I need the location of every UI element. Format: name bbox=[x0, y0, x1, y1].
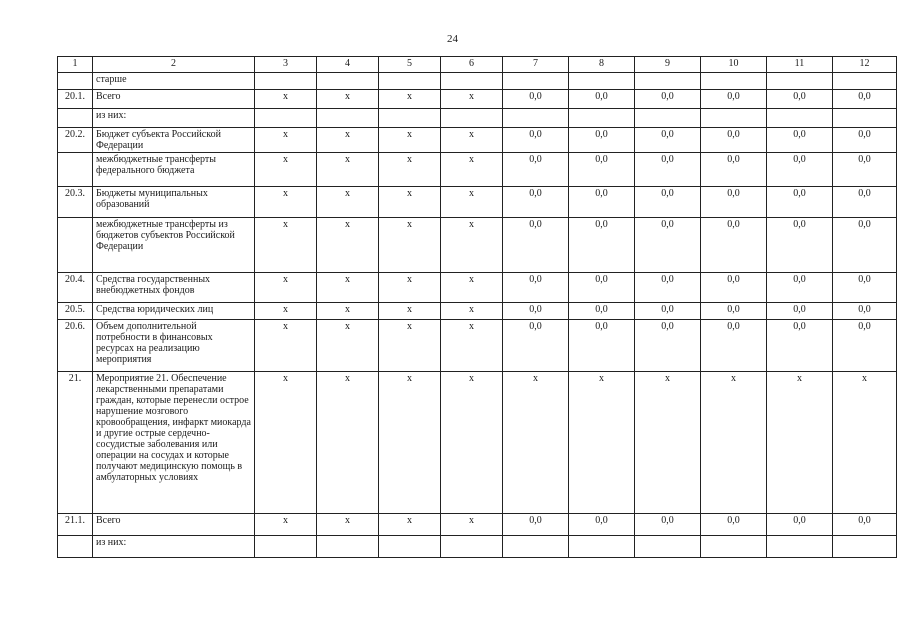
row-number bbox=[58, 218, 93, 273]
value-cell: 0,0 bbox=[701, 128, 767, 153]
value-cell: x bbox=[379, 303, 441, 320]
value-cell: x bbox=[255, 320, 317, 372]
value-cell: 0,0 bbox=[767, 187, 833, 218]
value-cell: x bbox=[255, 153, 317, 187]
value-cell: x bbox=[317, 303, 379, 320]
value-cell bbox=[255, 73, 317, 90]
value-cell: x bbox=[317, 514, 379, 536]
value-cell bbox=[767, 536, 833, 558]
value-cell: 0,0 bbox=[833, 187, 897, 218]
value-cell bbox=[833, 73, 897, 90]
table-row bbox=[58, 153, 897, 187]
header-cell: 10 bbox=[701, 57, 767, 73]
value-cell: 0,0 bbox=[701, 514, 767, 536]
value-cell: 0,0 bbox=[569, 187, 635, 218]
header-cell: 2 bbox=[93, 57, 255, 73]
value-cell: 0,0 bbox=[569, 514, 635, 536]
value-cell: x bbox=[255, 514, 317, 536]
table-row bbox=[58, 536, 897, 558]
row-number: 20.4. bbox=[58, 273, 93, 303]
value-cell: 0,0 bbox=[701, 153, 767, 187]
value-cell: x bbox=[379, 514, 441, 536]
value-cell: x bbox=[379, 372, 441, 514]
row-label: из них: bbox=[93, 536, 255, 558]
value-cell: x bbox=[441, 128, 503, 153]
value-cell: x bbox=[255, 372, 317, 514]
row-label: Объем дополнительной потребности в финансовых ресурсах на реализацию мероприятия bbox=[93, 320, 255, 372]
value-cell: x bbox=[441, 372, 503, 514]
value-cell: 0,0 bbox=[767, 218, 833, 273]
table-row bbox=[58, 73, 897, 90]
row-label: межбюджетные трансферты федерального бюджета bbox=[93, 153, 255, 187]
header-cell: 11 bbox=[767, 57, 833, 73]
value-cell: x bbox=[635, 372, 701, 514]
value-cell bbox=[255, 536, 317, 558]
row-number: 21. bbox=[58, 372, 93, 514]
table-row bbox=[58, 109, 897, 128]
value-cell: x bbox=[701, 372, 767, 514]
value-cell: 0,0 bbox=[635, 153, 701, 187]
row-number: 20.1. bbox=[58, 90, 93, 109]
value-cell: 0,0 bbox=[635, 273, 701, 303]
value-cell: x bbox=[569, 372, 635, 514]
header-cell: 6 bbox=[441, 57, 503, 73]
value-cell: 0,0 bbox=[569, 90, 635, 109]
header-cell: 5 bbox=[379, 57, 441, 73]
value-cell bbox=[635, 73, 701, 90]
value-cell: 0,0 bbox=[635, 187, 701, 218]
value-cell: x bbox=[379, 90, 441, 109]
table-row bbox=[58, 320, 897, 372]
value-cell: 0,0 bbox=[767, 90, 833, 109]
value-cell: x bbox=[441, 320, 503, 372]
value-cell: 0,0 bbox=[503, 514, 569, 536]
row-number: 21.1. bbox=[58, 514, 93, 536]
row-number bbox=[58, 109, 93, 128]
value-cell bbox=[441, 109, 503, 128]
value-cell: 0,0 bbox=[833, 128, 897, 153]
value-cell: 0,0 bbox=[635, 514, 701, 536]
value-cell: 0,0 bbox=[503, 187, 569, 218]
value-cell bbox=[635, 109, 701, 128]
value-cell: 0,0 bbox=[503, 320, 569, 372]
value-cell: x bbox=[317, 320, 379, 372]
value-cell: 0,0 bbox=[503, 128, 569, 153]
value-cell: 0,0 bbox=[767, 153, 833, 187]
header-cell: 8 bbox=[569, 57, 635, 73]
value-cell: x bbox=[255, 187, 317, 218]
row-label: Всего bbox=[93, 514, 255, 536]
value-cell: 0,0 bbox=[701, 218, 767, 273]
value-cell: x bbox=[441, 218, 503, 273]
value-cell: x bbox=[441, 514, 503, 536]
value-cell: x bbox=[255, 128, 317, 153]
row-number: 20.3. bbox=[58, 187, 93, 218]
row-number: 20.2. bbox=[58, 128, 93, 153]
row-number bbox=[58, 153, 93, 187]
row-number: 20.6. bbox=[58, 320, 93, 372]
value-cell bbox=[317, 109, 379, 128]
value-cell: x bbox=[379, 187, 441, 218]
header-cell: 12 bbox=[833, 57, 897, 73]
value-cell: x bbox=[379, 320, 441, 372]
row-label: Средства государственных внебюджетных фондов bbox=[93, 273, 255, 303]
value-cell: x bbox=[379, 128, 441, 153]
value-cell: 0,0 bbox=[767, 320, 833, 372]
value-cell: 0,0 bbox=[833, 218, 897, 273]
value-cell: 0,0 bbox=[569, 128, 635, 153]
value-cell: 0,0 bbox=[503, 153, 569, 187]
value-cell bbox=[635, 536, 701, 558]
value-cell: x bbox=[441, 90, 503, 109]
table-row bbox=[58, 303, 897, 320]
budget-table bbox=[57, 56, 897, 558]
value-cell: 0,0 bbox=[503, 90, 569, 109]
value-cell bbox=[569, 109, 635, 128]
value-cell: x bbox=[833, 372, 897, 514]
row-number bbox=[58, 73, 93, 90]
value-cell: x bbox=[255, 303, 317, 320]
value-cell: 0,0 bbox=[701, 273, 767, 303]
header-cell: 9 bbox=[635, 57, 701, 73]
value-cell bbox=[833, 109, 897, 128]
value-cell: x bbox=[317, 187, 379, 218]
value-cell: 0,0 bbox=[701, 90, 767, 109]
value-cell: 0,0 bbox=[767, 303, 833, 320]
header-cell: 3 bbox=[255, 57, 317, 73]
value-cell: 0,0 bbox=[635, 303, 701, 320]
value-cell: 0,0 bbox=[833, 514, 897, 536]
value-cell bbox=[767, 109, 833, 128]
value-cell bbox=[701, 536, 767, 558]
value-cell: x bbox=[317, 153, 379, 187]
value-cell bbox=[503, 109, 569, 128]
value-cell: x bbox=[441, 273, 503, 303]
table-row bbox=[58, 372, 897, 514]
value-cell: x bbox=[379, 153, 441, 187]
value-cell: x bbox=[317, 218, 379, 273]
value-cell bbox=[833, 536, 897, 558]
value-cell bbox=[379, 73, 441, 90]
value-cell: 0,0 bbox=[767, 128, 833, 153]
value-cell bbox=[503, 536, 569, 558]
page-number: 24 bbox=[447, 33, 458, 45]
value-cell: 0,0 bbox=[833, 273, 897, 303]
value-cell: x bbox=[255, 273, 317, 303]
value-cell bbox=[379, 536, 441, 558]
table-row bbox=[58, 90, 897, 109]
row-label: Бюджет субъекта Российской Федерации bbox=[93, 128, 255, 153]
value-cell bbox=[255, 109, 317, 128]
table-row bbox=[58, 273, 897, 303]
value-cell: 0,0 bbox=[635, 218, 701, 273]
value-cell: x bbox=[255, 90, 317, 109]
value-cell: 0,0 bbox=[569, 273, 635, 303]
row-number: 20.5. bbox=[58, 303, 93, 320]
header-row bbox=[58, 57, 897, 73]
value-cell: 0,0 bbox=[569, 218, 635, 273]
value-cell: 0,0 bbox=[833, 303, 897, 320]
value-cell: 0,0 bbox=[503, 273, 569, 303]
value-cell bbox=[569, 73, 635, 90]
value-cell: 0,0 bbox=[503, 218, 569, 273]
value-cell: 0,0 bbox=[833, 153, 897, 187]
value-cell: 0,0 bbox=[635, 128, 701, 153]
table-row bbox=[58, 218, 897, 273]
value-cell bbox=[317, 73, 379, 90]
header-cell: 1 bbox=[58, 57, 93, 73]
header-cell: 4 bbox=[317, 57, 379, 73]
value-cell: x bbox=[441, 153, 503, 187]
value-cell bbox=[317, 536, 379, 558]
value-cell bbox=[569, 536, 635, 558]
row-label: Всего bbox=[93, 90, 255, 109]
value-cell bbox=[701, 73, 767, 90]
value-cell: 0,0 bbox=[701, 320, 767, 372]
value-cell: x bbox=[379, 273, 441, 303]
value-cell: x bbox=[379, 218, 441, 273]
value-cell bbox=[503, 73, 569, 90]
value-cell: x bbox=[317, 372, 379, 514]
table-row bbox=[58, 187, 897, 218]
value-cell: x bbox=[317, 128, 379, 153]
value-cell: 0,0 bbox=[833, 320, 897, 372]
row-number bbox=[58, 536, 93, 558]
value-cell: 0,0 bbox=[701, 303, 767, 320]
value-cell: 0,0 bbox=[635, 320, 701, 372]
row-label: старше bbox=[93, 73, 255, 90]
value-cell: 0,0 bbox=[569, 320, 635, 372]
table-row bbox=[58, 128, 897, 153]
table-row bbox=[58, 514, 897, 536]
value-cell: x bbox=[767, 372, 833, 514]
value-cell: x bbox=[441, 303, 503, 320]
value-cell: x bbox=[255, 218, 317, 273]
value-cell: x bbox=[441, 187, 503, 218]
value-cell bbox=[441, 73, 503, 90]
row-label: из них: bbox=[93, 109, 255, 128]
row-label: Мероприятие 21. Обеспечение лекарственными препаратами граждан, которые перенесли острое нарушение мозгового кровообращения, инфаркт миокарда и другие острые сердечно-сосудистые заболевания или операции на сосудах и которые получают медицинскую помощь в амбулаторных условиях bbox=[93, 372, 255, 514]
value-cell: 0,0 bbox=[767, 514, 833, 536]
value-cell: x bbox=[503, 372, 569, 514]
row-label: межбюджетные трансферты из бюджетов субъектов Российской Федерации bbox=[93, 218, 255, 273]
value-cell bbox=[701, 109, 767, 128]
value-cell bbox=[441, 536, 503, 558]
value-cell: x bbox=[317, 90, 379, 109]
value-cell: x bbox=[317, 273, 379, 303]
value-cell bbox=[379, 109, 441, 128]
value-cell: 0,0 bbox=[767, 273, 833, 303]
value-cell: 0,0 bbox=[635, 90, 701, 109]
value-cell bbox=[767, 73, 833, 90]
value-cell: 0,0 bbox=[569, 153, 635, 187]
value-cell: 0,0 bbox=[569, 303, 635, 320]
header-cell: 7 bbox=[503, 57, 569, 73]
value-cell: 0,0 bbox=[503, 303, 569, 320]
row-label: Бюджеты муниципальных образований bbox=[93, 187, 255, 218]
row-label: Средства юридических лиц bbox=[93, 303, 255, 320]
value-cell: 0,0 bbox=[833, 90, 897, 109]
value-cell: 0,0 bbox=[701, 187, 767, 218]
